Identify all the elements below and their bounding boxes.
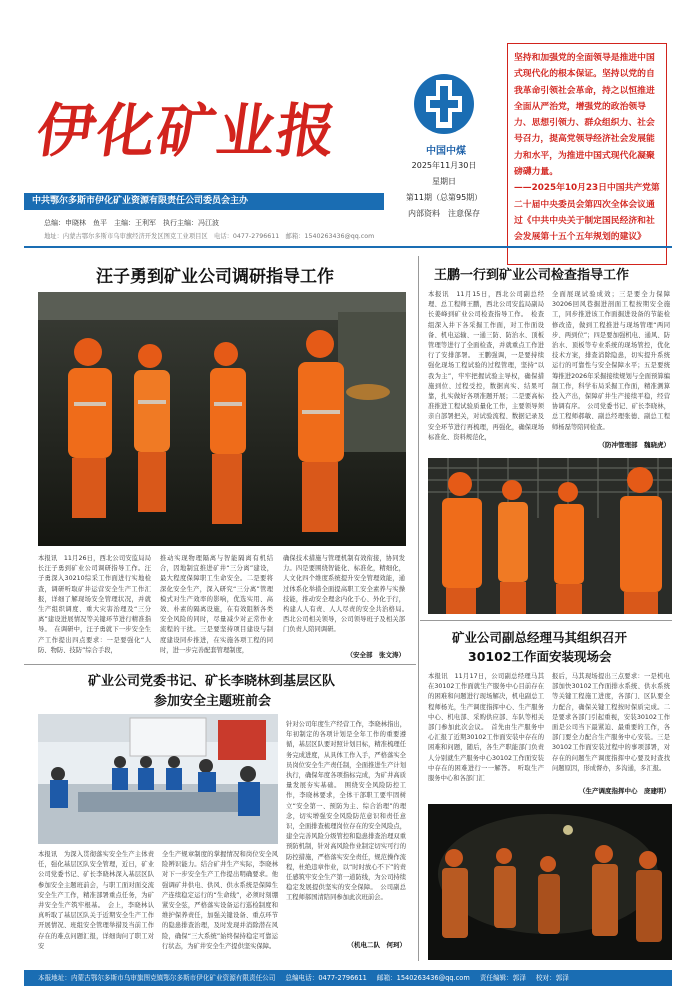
article-1-body-col3: 确保技术措施与管理机制有效衔接，协同发力。四是要围绕智能化、标准化，精细化，人文化四个维度系统提升安全管理效能，通过体系化举措全面提高职工安全素养与实操技能，推动安全理念内化于心、外化于行，构建人人有责、人人尽责的安全共治格局。 西北公司相关领导，公司领导班子及相关部门负责人陪同调研。	[283, 555, 412, 634]
article-2-body-col1: 本报讯 11月15日，西北公司副总经理、总工程师王鹏，西北公司安监局副局长姜峰到矿业公司检查指导工作。 检查组深入井下各采掘工作面，对工作面设备、机电运输、一通三防、防治水、顶板管理等进行了全面检查，并就重点工作进行了安排部署。 王鹏强调，一是要持续强化现场工程试验的过程管理，坚持“以我为主”，牢牢把握试验主导权，确保措施到位、过程受控，数据真实、结果可靠，扎实做好各项准题开展；二是要高标准推进工程试验质量化工作，主要领导须亲自部署把关，对试验流程、数据记录及安全环节进行再梳理，再强化，确保现场标准化、资料规范化，	[428, 291, 544, 441]
publisher-bar: 中共鄂尔多斯市伊化矿业资源有限责任公司委员会主办	[24, 193, 384, 210]
footer-editor: 责任编辑：郭泽	[479, 974, 526, 982]
issue-date: 2025年11月30日	[411, 161, 477, 170]
article-4-title-line1: 矿业公司副总经理马其组织召开	[452, 630, 628, 645]
slogan-text: 坚持和加强党的全面领导是推进中国式现代化的根本保证。坚持以党的自我革命引领社会革命，持之以恒推进全面从严治党，增强党的政治领导力、思想引领力、群众组织力、社会号召力，提高党领导经济社会发展能力和水平，为推进中国式现代化凝聚磅礴力量。	[514, 53, 655, 178]
article-2-credit: （防冲管理部 魏晓虎）	[598, 441, 670, 449]
company-logo	[400, 66, 488, 154]
issue-number: 第11期（总第95期）	[405, 193, 483, 202]
article-2-title: 王鹏一行到矿业公司检查指导工作	[434, 268, 630, 283]
issue-weekday: 星期日	[432, 177, 456, 186]
article-2-body-col2: 全面展现试验成效；三是要全力保障30206回风巷掘进剖面工程按期安全施工，同步推进该工作面掘进设备的节能检修改造，做到工程推进与现场管理“两同步、两到位”；四是要加强机电、通风、防治水、顶板等专业系统的现场管控，优化技术方案，排查消除隐患，切实提升系统运行的可靠性与安全保障水平；五是要统筹推进2026年采掘接续规划与全面预算编制工作，科学布局采掘工作面，精准测算投入产出，保障矿井生产接续平稳，经营协调有序。 公司党委书记、矿长李晓林，总工程师郝敏、副总经理张德、副总工程师杨磊等陪同检查。	[552, 291, 670, 431]
article-1-body-col2: 推动实现物理隔离与智能隔离有机结合，因地制宜推进矿井“三分离”建设，最大程度保障职工生命安全。二是要将深化安全生产，深入研究“三分离”管理模式对生产效率的影响，优选实用、高效、朴素的隔离设施，在有效阻断各类安全风险的同时，尽量减少对正常作业流程的干扰。三是要坚持项目建设与制度建设同步推进，在实施各项工程的同时，进一步完善配套管理制度，	[160, 555, 273, 654]
article-3-title-line2: 参加安全主题班前会	[154, 694, 272, 709]
footer-address: 本报地址：内蒙古鄂尔多斯市乌审旗图克镇鄂尔多斯市伊化矿业资源有限责任公司	[38, 974, 276, 982]
article-1-credit: （安全部 张文涛）	[346, 651, 405, 659]
footer-proofreader: 校对：郭泽	[535, 974, 569, 982]
column-divider	[418, 256, 419, 961]
masthead-divider	[24, 246, 672, 248]
address-line: 地址：内蒙古鄂尔多斯市乌审旗经济开发区图克工业项目区 电话：0477-2796611 邮箱：1540263436@qq.com	[44, 233, 375, 240]
article-3-title-line1: 矿业公司党委书记、矿长李晓林到基层区队	[88, 674, 336, 689]
article-4-body-col1: 本报讯 11月17日，公司副总经理马其在30102工作面就生产服务中心目前存在的困难和问题进行现场解决，机电副总工程师杨光，生产调度指挥中心、生产服务中心、机电部、采购供应部、车队等相关部门参加此次会议。 首先由生产服务中心汇报了近期30102工作面安装中存在的困难和问题，随后，各生产职能部门负责人分别就生产服务中心30102工作面安装中存在的困难进行一一解答。 听取生产服务中心和各部门汇	[428, 673, 544, 783]
footer-email: 邮箱：1540263436@qq.com	[376, 974, 470, 982]
article-4-photo	[428, 804, 672, 960]
article-3-body-col1: 本报讯 为深入贯彻落实安全生产主体责任，强化基层区队安全管理，近日，矿业公司党委书记、矿长李晓林深入基层区队参加安全主题班前会，与职工面对面交流安全生产工作，精准部署重点任务，为矿井安全生产筑牢根基。 会上，李晓林认真听取了基层区队关于近期安全生产工作开展情况、班组安全管理举措及当前工作存在的难点问题汇报，详细询问了职工对安	[38, 851, 154, 950]
logo-text: 中国中煤	[426, 146, 466, 157]
footer-bar	[24, 970, 672, 986]
divider	[24, 664, 416, 665]
issue-info	[398, 158, 490, 222]
masthead-title: 伊化矿业报	[32, 97, 343, 165]
slogan-box	[507, 43, 667, 265]
footer-phone: 总编电话：0477-2796611	[285, 974, 367, 982]
internal-note: 内部资料 注意保存	[408, 209, 480, 218]
article-4-title-line2: 30102工作面安装现场会	[468, 649, 612, 664]
article-4-credit: （生产调度指挥中心 庞建明）	[579, 787, 670, 795]
article-1-photo	[38, 292, 406, 546]
divider	[420, 620, 672, 621]
editors-line: 总编：申晓林 鱼平 主编：王利军 执行主编：冯江波	[44, 219, 219, 227]
article-3-credit: （机电二队 何珂）	[347, 941, 406, 949]
article-3-body-col3: 针对公司年度生产经营工作，李晓林指出，年初制定的各项计划是全年工作的重要遵循，基层区队要对照计划目标，精准梳理任务完成进度，从具体工作入手，严格落实全员岗位安全生产责任制，全面推进生产计划执行，确保年度各项指标完成，为矿井高质量发展夯实基础。 围绕安全风险防控工作，李晓林要求，全体干部职工要牢固树立“安全第一、预防为主、综合治理”的理念，切实增强安全风险防范意识和责任意识，全面排查梳理岗位存在的安全风险点，建全完善风险分级管控和隐患排查治理双重预防机制，针对高风险作业制定切实可行的防控措施，严格落实安全责任，规范操作流程，杜绝违章作业，以“时时放心不下”的责任感筑牢安全生产第一道防线，为公司持续稳定发展提供坚实的安全保障。 公司副总工程师郝国清陪同参加此次班前会。	[286, 721, 406, 902]
article-1-body-col1: 本报讯 11月26日，西北公司安监局局长汪子勇到矿业公司调研指导工作。汪子勇深入30210综采工作面进行实地检查，调研听取矿井运营安全生产工作汇报，详细了解现场安全管理状况，并就生产组织调度、重大灾害治理及“三分离”建设进展情况等关键环节进行精准指导。 在调研中，汪子勇就下一步安全生产工作提出四点要求：一是要强化“人防、物防、技防”综合手段，	[38, 555, 151, 654]
article-4-body-col2: 报后，马其现场提出三点要求：一是机电部加快30102工作面排水系统、供水系统等关键工程施工进度，各部门、区队要全力配合，确保关键工程按时保质完成。二是要求各部门引起重视，安装30102工作面是公司当下最紧迫、最重要的工作，各部门要全力配合生产服务中心安装。三是30102工作面安装过程中的事项部署，对存在的问题生产调度指挥中心要及时查找问题原因，形成督办，多沟通，多汇报。	[552, 673, 670, 772]
article-3-photo	[38, 714, 278, 844]
slogan-source: ——2025年10月23日中国共产党第二十届中央委员会第四次全体会议通过《中共中央关于制定国民经济和社会发展第十五个五年规划的建议》	[514, 183, 660, 243]
article-3-body-col2: 全生产规章制度的掌握情况和岗位安全风险辨识能力。结合矿井生产实际，李晓林对下一步安全生产工作提出明确要求。他强调矿井供电、供风、供水系统是保障生产连续稳定运行的“生命线”，必须时刻绷紧安全弦，严格落实设备运行巡检制度和维护保养责任，加强关键设备、重点环节的隐患排查治理，及时发现并消除潜在风险，确保“三大系统”始终保持稳定可靠运行状态，为矿井安全生产提供坚实保障。	[162, 851, 278, 950]
article-1-title: 汪子勇到矿业公司调研指导工作	[96, 267, 334, 287]
article-2-photo	[428, 458, 672, 614]
